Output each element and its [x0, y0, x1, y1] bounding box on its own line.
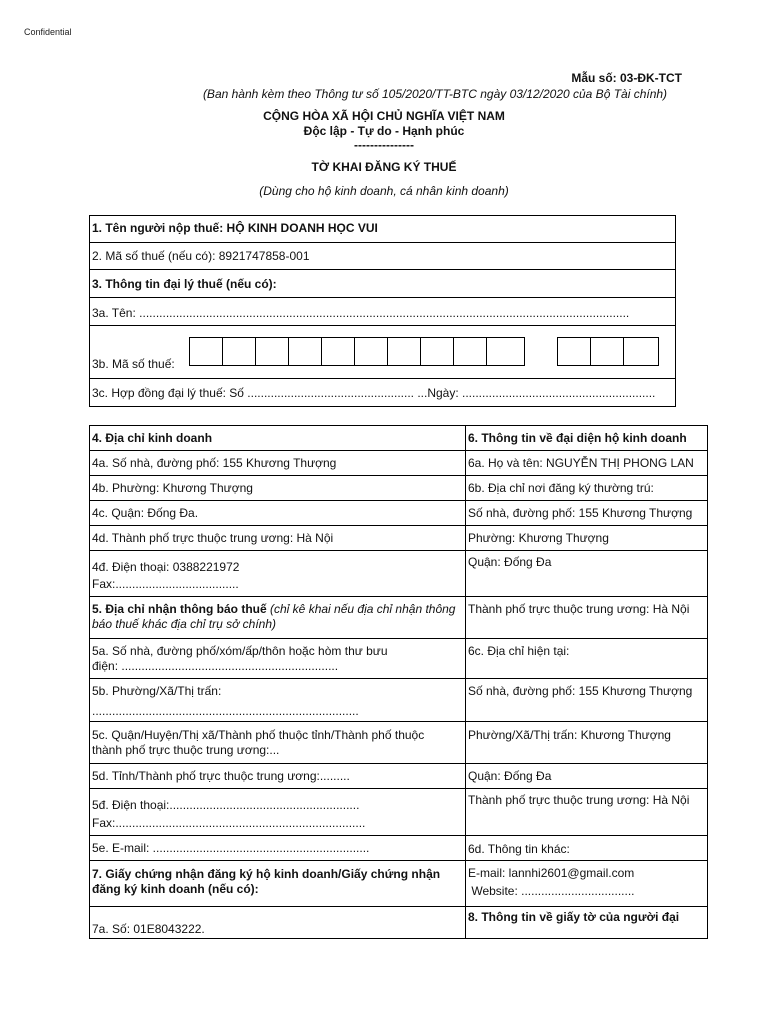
other-info-label: 6d. Thông tin khác:	[468, 842, 570, 856]
tax-agent-heading: 3. Thông tin đại lý thuế (nếu có):	[92, 277, 277, 291]
tin-digit-box[interactable]	[354, 337, 388, 366]
tax-agent-name: 3a. Tên: ...................................................................................................................................................	[92, 306, 630, 320]
representative-name-row	[465, 450, 708, 476]
current-city-row	[465, 788, 708, 836]
business-address-heading-row	[89, 425, 466, 451]
form-number: Mẫu số: 03-ĐK-TCT	[571, 71, 682, 85]
notice-district-row	[89, 721, 466, 764]
tax-agent-name-row	[89, 297, 676, 326]
tin-digit-box[interactable]	[420, 337, 454, 366]
current-district-row	[465, 763, 708, 789]
current-city: Thành phố trực thuộc trung ương: Hà Nội	[468, 793, 690, 807]
notice-street-value: điện: .................................................................	[92, 659, 339, 673]
notice-ward-label: 5b. Phường/Xã/Thị trấn:	[92, 684, 222, 698]
issuing-circular: (Ban hành kèm theo Thông tư số 105/2020/TT-BTC ngày 03/12/2020 của Bộ Tài chính)	[202, 87, 668, 101]
notice-street-row	[89, 638, 466, 679]
other-info-row	[465, 835, 708, 861]
tin-digit-box[interactable]	[222, 337, 256, 366]
tin-digit-box[interactable]	[288, 337, 322, 366]
representative-heading: 6. Thông tin về đại diện hộ kinh doanh	[468, 431, 687, 445]
tin-digit-box[interactable]	[387, 337, 421, 366]
tin-digit-box[interactable]	[255, 337, 289, 366]
business-phone: 4đ. Điện thoại: 0388221972	[92, 560, 240, 574]
current-street: Số nhà, đường phố: 155 Khương Thượng	[468, 684, 693, 698]
tin-suffix-box[interactable]	[623, 337, 659, 366]
business-district-row	[89, 500, 466, 526]
current-address-label: 6c. Địa chỉ hiện tại:	[468, 644, 570, 658]
business-cert-number-row	[89, 906, 466, 939]
current-address-label-row	[465, 638, 708, 679]
notice-email: 5e. E-mail: .................................................................	[92, 841, 370, 855]
business-ward-row	[89, 475, 466, 501]
notice-address-heading: 5. Địa chỉ nhận thông báo thuế	[92, 602, 267, 616]
permanent-district-row	[465, 550, 708, 597]
business-street-row	[89, 450, 466, 476]
contact-email: E-mail: lannhi2601@gmail.com	[468, 866, 635, 880]
representative-heading-row	[465, 425, 708, 451]
business-address-heading: 4. Địa chỉ kinh doanh	[92, 431, 213, 445]
permanent-address-label: 6b. Địa chỉ nơi đăng ký thường trú:	[468, 481, 654, 495]
national-motto: Độc lập - Tự do - Hạnh phúc	[303, 124, 465, 138]
notice-fax: Fax:...........................................................................	[92, 816, 366, 830]
permanent-district: Quận: Đống Đa	[468, 555, 552, 569]
form-title: TỜ KHAI ĐĂNG KÝ THUẾ	[311, 160, 457, 174]
tin-digit-box[interactable]	[189, 337, 223, 366]
notice-city-row	[89, 763, 466, 789]
tin-suffix-box[interactable]	[590, 337, 624, 366]
taxpayer-name: 1. Tên người nộp thuế: HỘ KINH DOANH HỌC VUI	[92, 221, 378, 235]
current-street-row	[465, 678, 708, 722]
notice-address-heading-row	[89, 596, 466, 639]
notice-ward-value: ................................................................................	[92, 704, 359, 718]
national-title: CỘNG HÒA XÃ HỘI CHỦ NGHĨA VIỆT NAM	[263, 109, 505, 123]
notice-district-value: thành phố trực thuộc trung ương:...	[92, 743, 280, 757]
permanent-ward-row	[465, 525, 708, 551]
business-fax: Fax:.....................................	[92, 577, 239, 591]
tin-digit-box[interactable]	[486, 337, 525, 366]
business-ward: 4b. Phường: Khương Thượng	[92, 481, 253, 495]
notice-street-label: 5a. Số nhà, đường phố/xóm/ấp/thôn hoặc hòm thư bưu	[92, 644, 388, 658]
business-city: 4d. Thành phố trực thuộc trung ương: Hà Nội	[92, 531, 334, 545]
notice-city: 5d. Tỉnh/Thành phố trực thuộc trung ương:.........	[92, 769, 350, 783]
form-subtitle: (Dùng cho hộ kinh doanh, cá nhân kinh doanh)	[259, 184, 509, 198]
representative-docs-heading-row	[465, 906, 708, 939]
representative-docs-heading: 8. Thông tin về giấy tờ của người đại	[468, 910, 680, 924]
current-ward-row	[465, 721, 708, 764]
notice-ward-row	[89, 678, 466, 722]
tax-agent-contract: 3c. Hợp đồng đại lý thuế: Số .................................................. ...Ngày: ..........................................................	[92, 386, 656, 400]
notice-address-note: (chỉ kê khai nếu địa chỉ nhận thông báo thuế khác địa chỉ trụ sở chính)	[92, 602, 456, 631]
business-cert-heading-row	[89, 860, 466, 907]
tax-agent-code-label: 3b. Mã số thuế:	[92, 357, 175, 371]
notice-phone: 5đ. Điện thoại:.........................................................	[92, 798, 360, 812]
business-cert-number: 7a. Số: 01E8043222.	[92, 922, 205, 936]
current-ward: Phường/Xã/Thị trấn: Khương Thượng	[468, 728, 671, 742]
taxpayer-name-row	[89, 215, 676, 243]
business-phone-row	[89, 550, 466, 597]
permanent-city-row	[465, 596, 708, 639]
business-street: 4a. Số nhà, đường phố: 155 Khương Thượng	[92, 456, 337, 470]
business-cert-heading: 7. Giấy chứng nhận đăng ký hộ kinh doanh/Giấy chứng nhận đăng ký kinh doanh (nếu có):	[92, 867, 441, 896]
tax-code: 2. Mã số thuế (nếu có): 8921747858-001	[92, 249, 310, 263]
contact-row	[465, 860, 708, 907]
business-district: 4c. Quận: Đống Đa.	[92, 506, 199, 520]
header-divider: ---------------	[354, 138, 414, 152]
notice-email-row	[89, 835, 466, 861]
permanent-ward: Phường: Khương Thượng	[468, 531, 609, 545]
representative-name: 6a. Họ và tên: NGUYỄN THỊ PHONG LAN	[468, 456, 694, 470]
tin-digit-box[interactable]	[321, 337, 355, 366]
confidential-label: Confidential	[24, 27, 72, 37]
contact-website: Website: ..................................	[468, 884, 635, 898]
tin-digit-box[interactable]	[453, 337, 487, 366]
permanent-street-row	[465, 500, 708, 526]
tax-agent-heading-row	[89, 269, 676, 298]
permanent-street: Số nhà, đường phố: 155 Khương Thượng	[468, 506, 693, 520]
notice-district-label: 5c. Quận/Huyện/Thị xã/Thành phố thuộc tỉnh/Thành phố thuộc	[92, 728, 425, 742]
tin-suffix-box[interactable]	[557, 337, 591, 366]
tax-code-row	[89, 242, 676, 270]
tax-agent-contract-row	[89, 378, 676, 407]
notice-phone-row	[89, 788, 466, 836]
business-city-row	[89, 525, 466, 551]
current-district: Quận: Đống Đa	[468, 769, 552, 783]
permanent-address-label-row	[465, 475, 708, 501]
permanent-city: Thành phố trực thuộc trung ương: Hà Nội	[468, 602, 690, 616]
